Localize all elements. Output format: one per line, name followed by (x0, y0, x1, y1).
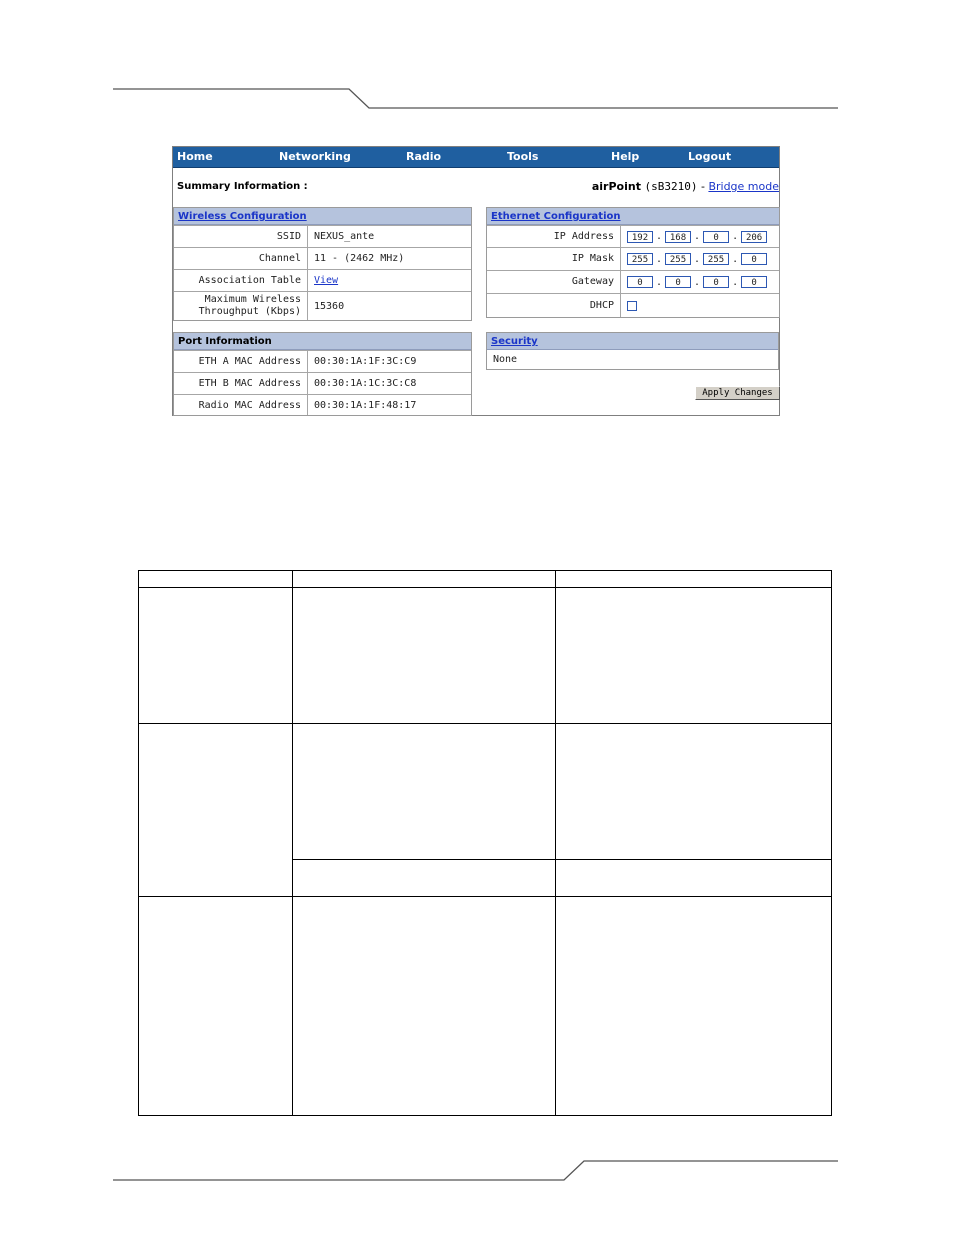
apply-changes-button[interactable]: Apply Changes (695, 386, 780, 400)
mask-octet-1[interactable]: 255 (627, 253, 653, 265)
radio-mac-row (174, 394, 471, 416)
ip-octet-1[interactable]: 192 (627, 231, 653, 243)
gateway-octet-4[interactable]: 0 (741, 276, 767, 288)
ssid-label: SSID (276, 230, 301, 242)
footer-line (113, 1161, 838, 1180)
ip-octet-3[interactable]: 0 (703, 231, 729, 243)
document-table (138, 570, 832, 1116)
eth-b-label: ETH B MAC Address (198, 377, 301, 389)
channel-value: 11 - (2462 MHz) (314, 253, 405, 264)
gateway-label: Gateway (571, 276, 614, 287)
ethernet-config-section (486, 207, 780, 318)
mask-octet-4[interactable]: 0 (741, 253, 767, 265)
header-line (113, 89, 838, 108)
channel-label: Channel (258, 252, 301, 264)
security-section (486, 332, 779, 370)
nav-home[interactable]: Home (177, 150, 213, 163)
ethernet-config-header (487, 208, 779, 225)
mask-octet-2[interactable]: 255 (665, 253, 691, 265)
eth-a-value: 00:30:1A:1F:3C:C9 (314, 356, 417, 367)
ip-octet-2[interactable]: 168 (665, 231, 691, 243)
config-screenshot (172, 146, 780, 416)
gateway-octet-3[interactable]: 0 (703, 276, 729, 288)
ethernet-config-link[interactable]: Ethernet Configuration (491, 211, 621, 222)
throughput-row (174, 291, 471, 320)
throughput-value: 15360 (314, 300, 345, 312)
bridge-mode-link[interactable]: Bridge mode (708, 180, 779, 193)
dhcp-label: DHCP (589, 299, 614, 311)
security-row (487, 350, 778, 369)
ip-address-row: IP Address 192 . 168 . 0 . 206 (487, 225, 779, 247)
ip-mask-row: IP Mask 255 . 255 . 255 . 0 (487, 247, 779, 270)
radio-mac-value: 00:30:1A:1F:48:17 (314, 400, 417, 411)
throughput-label: Maximum Wireless Throughput (Kbps) (198, 294, 301, 317)
ip-mask-label: IP Mask (571, 253, 614, 264)
port-info-section (173, 332, 472, 416)
device-info (592, 180, 779, 193)
dhcp-row (487, 293, 779, 317)
nav-networking[interactable]: Networking (279, 150, 351, 163)
table-border (139, 571, 832, 1116)
nav-radio[interactable]: Radio (406, 150, 442, 163)
security-value: None (493, 354, 518, 365)
wireless-config-link[interactable]: Wireless Configuration (178, 211, 307, 222)
eth-a-label: ETH A MAC Address (198, 355, 301, 367)
association-label: Association Table (198, 274, 301, 286)
device-separator: - (700, 180, 705, 193)
security-header (487, 333, 778, 350)
ssid-value: NEXUS_ante (314, 231, 375, 242)
ip-octet-4[interactable]: 206 (741, 231, 767, 243)
gateway-octet-1[interactable]: 0 (627, 276, 653, 288)
dhcp-checkbox[interactable] (627, 301, 637, 311)
mask-octet-3[interactable]: 255 (703, 253, 729, 265)
nav-bar (173, 147, 779, 168)
radio-mac-label: Radio MAC Address (198, 399, 301, 411)
port-info-header: Port Information (174, 333, 471, 350)
nav-help[interactable]: Help (611, 150, 640, 163)
summary-title: Summary Information : (177, 181, 308, 192)
gateway-octet-2[interactable]: 0 (665, 276, 691, 288)
channel-row (174, 247, 471, 269)
association-row (174, 269, 471, 291)
device-name: airPoint (591, 180, 641, 193)
eth-a-row (174, 350, 471, 372)
nav-tools[interactable]: Tools (507, 150, 539, 163)
wireless-config-section (173, 207, 472, 321)
eth-b-value: 00:30:1A:1C:3C:C8 (314, 378, 417, 389)
ip-address-label: IP Address (553, 230, 614, 242)
nav-logout[interactable]: Logout (688, 150, 732, 163)
wireless-config-header (174, 208, 471, 225)
eth-b-row (174, 372, 471, 394)
security-link[interactable]: Security (491, 336, 538, 347)
device-model: (sB3210) (644, 180, 698, 193)
gateway-row: Gateway 0 . 0 . 0 . 0 (487, 270, 779, 293)
ssid-row (174, 225, 471, 247)
association-view-link[interactable]: View (314, 275, 339, 286)
